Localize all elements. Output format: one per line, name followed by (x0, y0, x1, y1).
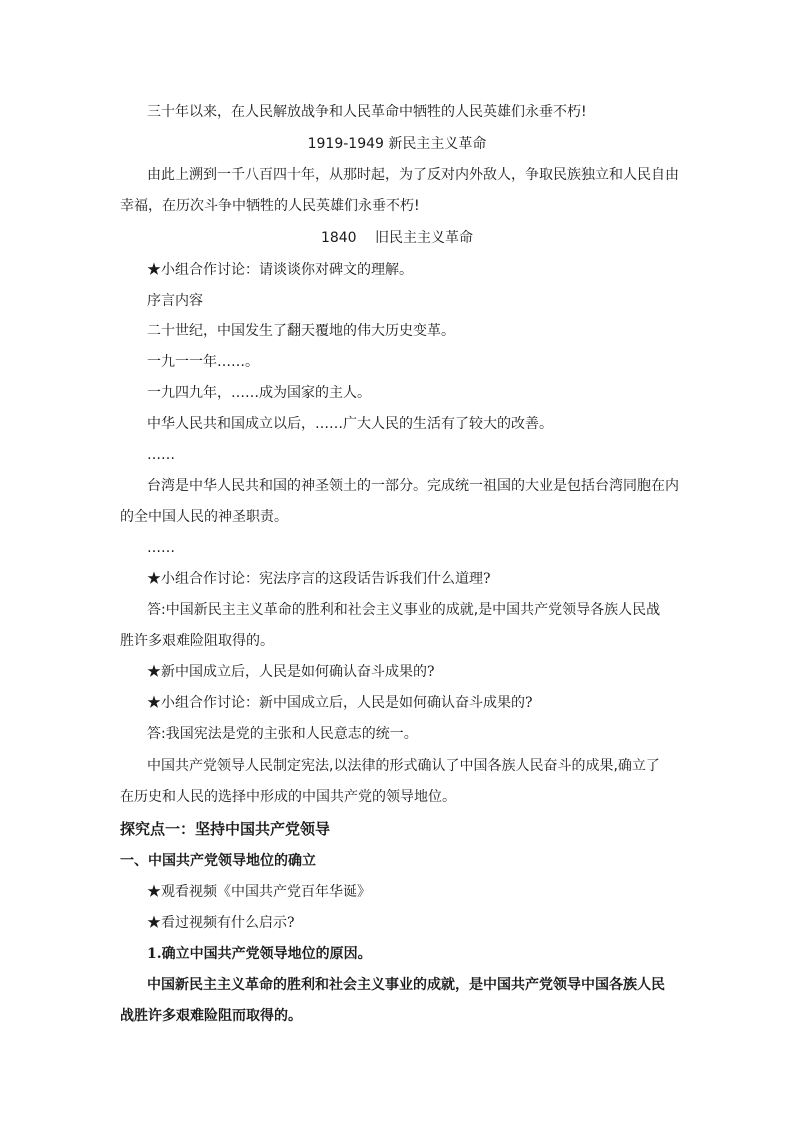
paragraph-text: 序言内容 (147, 293, 203, 309)
paragraph-text: 三十年以来，在人民解放战争和人民革命中牺牲的人民英雄们永垂不朽! (147, 104, 587, 120)
discussion-question: ★新中国成立后，人民是如何确认奋斗成果的? (147, 664, 435, 680)
discussion-question: ★小组合作讨论：宪法序言的这段话告诉我们什么道理? (147, 571, 491, 587)
bold-paragraph: 中国新民主主义革命的胜利和社会主义事业的成就，是中国共产党领导中国各族人民 (147, 977, 665, 993)
discussion-question: ★小组合作讨论：请谈谈你对碑文的理解。 (147, 262, 413, 278)
answer-text: 答:我国宪法是党的主张和人民意志的统一。 (147, 726, 418, 742)
subsection-heading: 一、中国共产党领导地位的确立 (120, 853, 316, 869)
paragraph-text: 一九四九年，……成为国家的主人。 (147, 385, 371, 401)
section-subtitle: 1919-1949 新民主主义革命 (307, 136, 487, 152)
bold-paragraph: 战胜许多艰难险阻而取得的。 (120, 1008, 302, 1024)
paragraph-text: 台湾是中华人民共和国的神圣领土的一部分。完成统一祖国的大业是包括台湾同胞在内 (147, 478, 679, 494)
section-heading: 探究点一：坚持中国共产党领导 (120, 820, 331, 838)
paragraph-text: 由此上溯到一千八百四十年，从那时起，为了反对内外敌人，争取民族独立和人民自由 (147, 167, 679, 183)
paragraph-text: 的全中国人民的神圣职责。 (120, 509, 288, 525)
paragraph-text: 中国共产党领导人民制定宪法,以法律的形式确认了中国各族人民奋斗的成果,确立了 (147, 758, 660, 774)
answer-text: 胜许多艰难险阻取得的。 (120, 633, 274, 649)
activity-item: ★观看视频《中国共产党百年华诞》 (147, 884, 371, 900)
paragraph-text: 幸福，在历次斗争中牺牲的人民英雄们永垂不朽! (120, 198, 420, 214)
discussion-question: ★小组合作讨论：新中国成立后，人民是如何确认奋斗成果的? (147, 695, 533, 711)
paragraph-text: 中华人民共和国成立以后，……广大人民的生活有了较大的改善。 (147, 416, 553, 432)
paragraph-text: 二十世纪，中国发生了翻天覆地的伟大历史变革。 (147, 323, 455, 339)
answer-text: 答:中国新民主主义革命的胜利和社会主义事业的成就,是中国共产党领导各族人民战 (147, 602, 661, 618)
section-subtitle: 1840 旧民主主义革命 (320, 230, 474, 246)
paragraph-text: 在历史和人民的选择中形成的中国共产党的领导地位。 (120, 789, 456, 805)
numbered-heading: 1.确立中国共产党领导地位的原因。 (147, 946, 372, 962)
ellipsis: …… (147, 540, 175, 556)
activity-item: ★看过视频有什么启示? (147, 915, 295, 931)
paragraph-text: 一九一一年……。 (147, 354, 259, 370)
ellipsis: …… (147, 447, 175, 463)
